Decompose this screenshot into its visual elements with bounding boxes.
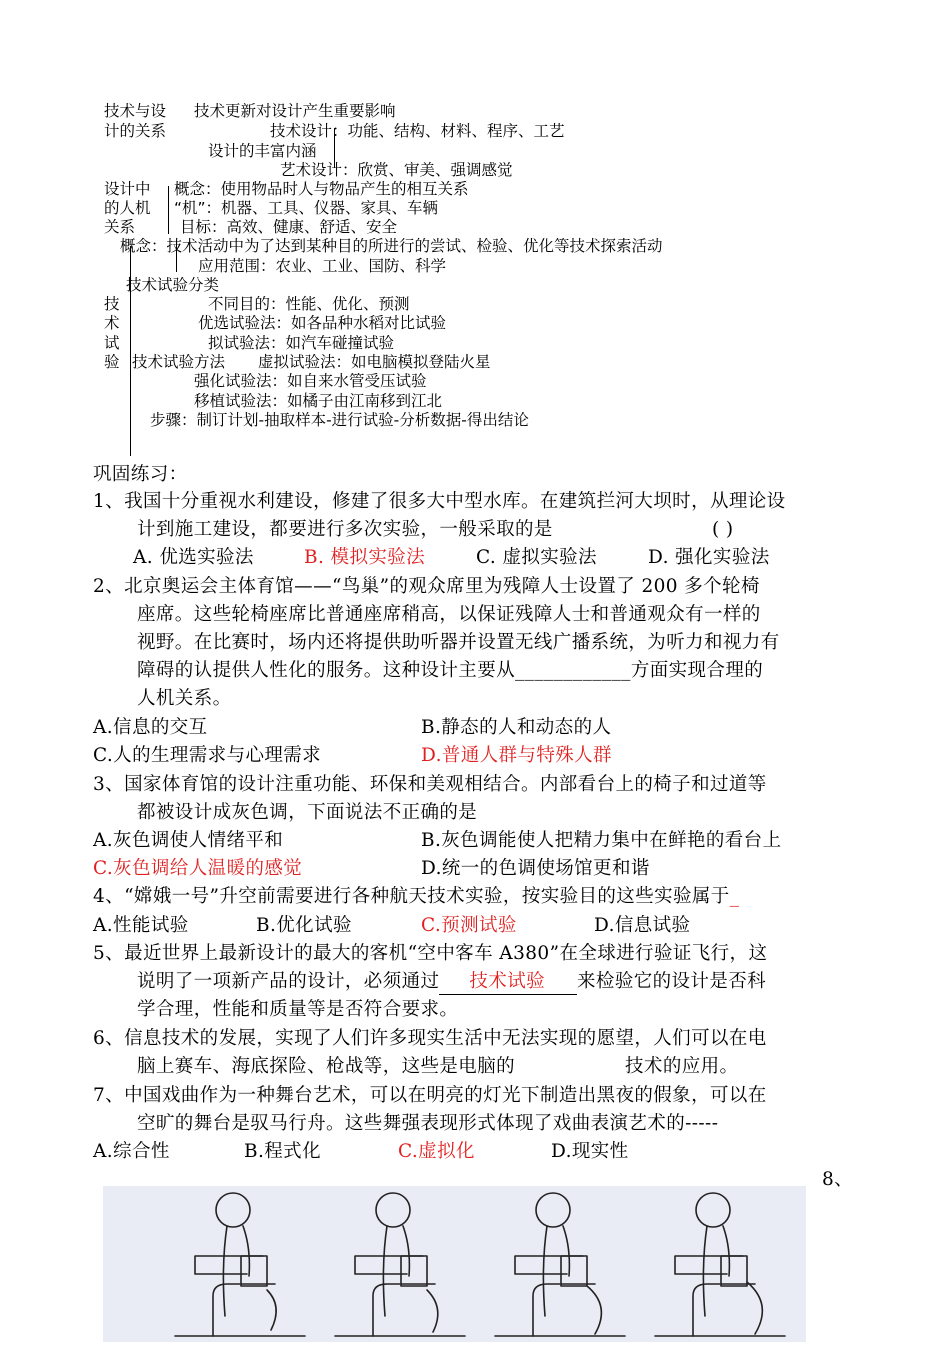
question-1-line: 计到施工建设，都要进行多次实验，一般采取的是 — [137, 519, 553, 540]
outline-label-char: 试 — [104, 334, 120, 352]
seating-posture-figure — [103, 1186, 806, 1342]
outline-item: 技术试验分类 — [126, 276, 220, 294]
question-2-line — [137, 659, 763, 683]
outline-label: 技术与设 — [104, 102, 167, 120]
outline-item: 不同目的：性能、优化、预测 — [208, 295, 410, 313]
question-4-text: 4、“嫦娥一号”升空前需要进行各种航天技术实验，按实验目的这些实验属于 — [93, 886, 730, 907]
option-b-correct: B. 模拟实验法 — [304, 547, 426, 568]
option-a: A. 优选实验法 — [133, 547, 254, 568]
question-2-line: 视野。在比赛时，场内还将提供助听器并设置无线广播系统，为听力和视力有 — [137, 632, 780, 653]
question-6-text: 技术的应用。 — [625, 1056, 739, 1077]
outline-label: 计的关系 — [104, 122, 167, 140]
option-d: D. 强化实验法 — [648, 547, 770, 568]
answer-fill: 技术试验 — [439, 970, 577, 995]
answer-blank: ----- — [685, 1113, 719, 1134]
outline-brace — [334, 128, 335, 168]
question-3-line: 都被设计成灰色调，下面说法不正确的是 — [137, 802, 478, 823]
outline-label-char: 验 — [104, 353, 120, 371]
outline-item: 艺术设计：欣赏、审美、强调感觉 — [280, 161, 513, 179]
outline-item: 优选试验法：如各品种水稻对比试验 — [198, 314, 447, 332]
question-6-line: 6、信息技术的发展，实现了人们许多现实生活中无法实现的愿望，人们可以在电 — [93, 1028, 767, 1049]
question-2-text: 障碍的认提供人性化的服务。这种设计主要从 — [137, 660, 516, 681]
outline-item: 移植试验法：如橘子由江南移到江北 — [194, 392, 443, 410]
question-7-line — [137, 1112, 718, 1136]
option-d: D.现实性 — [551, 1141, 629, 1162]
posture-illustrations — [103, 1186, 806, 1342]
option-b: B.静态的人和动态的人 — [421, 717, 612, 738]
option-b: B.优化试验 — [256, 915, 352, 936]
outline-item: 技术更新对设计产生重要影响 — [194, 102, 396, 120]
question-2-line: 座席。这些轮椅座席比普通座席稍高，以保证残障人士和普通观众有一样的 — [137, 604, 761, 625]
option-a: A.灰色调使人情绪平和 — [93, 830, 284, 851]
option-c-correct: C.灰色调给人温暖的感觉 — [93, 858, 303, 879]
question-7-line: 7、中国戏曲作为一种舞台艺术，可以在明亮的灯光下制造出黑夜的假象，可以在 — [93, 1085, 767, 1106]
question-2-line: 人机关系。 — [137, 688, 232, 709]
posture-figure-b — [335, 1193, 465, 1336]
question-8-number: 8、 — [822, 1169, 854, 1190]
option-c-correct: C.预测试验 — [421, 915, 517, 936]
answer-paren: ( ) — [712, 519, 734, 540]
question-2-line: 2、北京奥运会主体育馆——“鸟巢”的观众席里为残障人士设置了 200 多个轮椅 — [93, 576, 760, 597]
knowledge-outline — [0, 0, 950, 470]
outline-label: 关系 — [104, 218, 136, 236]
outline-item: “机”：机器、工具、仪器、家具、车辆 — [174, 199, 439, 217]
question-5-text: 说明了一项新产品的设计，必须通过 — [137, 971, 440, 992]
option-b: B.灰色调能使人把精力集中在鲜艳的看台上 — [421, 830, 782, 851]
outline-item: 应用范围：农业、工业、国防、科学 — [198, 257, 447, 275]
outline-item: 目标：高效、健康、舒适、安全 — [180, 218, 398, 236]
option-a: A.性能试验 — [93, 915, 189, 936]
outline-item: 虚拟试验法：如电脑模拟登陆火星 — [258, 353, 491, 371]
option-c-correct: C.虚拟化 — [398, 1141, 475, 1162]
outline-item: 技术试验方法 — [132, 353, 226, 371]
option-c: C.人的生理需求与心理需求 — [93, 745, 322, 766]
outline-item: 拟试验法：如汽车碰撞试验 — [208, 334, 395, 352]
question-3-line: 3、国家体育馆的设计注重功能、环保和美观相结合。内部看台上的椅子和过道等 — [93, 774, 767, 795]
outline-item: 步骤：制订计划-抽取样本-进行试验-分析数据-得出结论 — [150, 411, 529, 429]
option-d: D.信息试验 — [594, 915, 691, 936]
option-d-correct: D.普通人群与特殊人群 — [421, 745, 612, 766]
posture-figure-a — [175, 1193, 305, 1336]
option-d: D.统一的色调使场馆更和谐 — [421, 858, 650, 879]
posture-figure-c — [495, 1193, 625, 1336]
outline-item: 概念：使用物品时人与物品产生的相互关系 — [174, 180, 469, 198]
question-5-line: 5、最近世界上最新设计的最大的客机“空中客车 A380”在全球进行验证飞行，这 — [93, 943, 768, 964]
outline-label: 的人机 — [104, 199, 151, 217]
option-b: B.程式化 — [244, 1141, 321, 1162]
question-5-line — [137, 970, 766, 995]
option-c: C. 虚拟实验法 — [476, 547, 597, 568]
outline-item: 概念：技术活动中为了达到某种目的所进行的尝试、检验、优化等技术探索活动 — [120, 237, 663, 255]
answer-blank: ____________ — [515, 660, 631, 681]
question-7-text: 空旷的舞台是驭马行舟。这些舞强表现形式体现了戏曲表演艺术的 — [137, 1113, 686, 1134]
question-2-text: 方面实现合理的 — [630, 660, 764, 681]
outline-label-char: 技 — [104, 295, 120, 313]
question-6-line — [137, 1055, 738, 1079]
outline-item: 技术设计：功能、结构、材料、程序、工艺 — [270, 122, 565, 140]
outline-brace — [168, 186, 169, 234]
question-5-line: 学合理，性能和质量等是否符合要求。 — [137, 999, 459, 1020]
outline-label-char: 术 — [104, 314, 120, 332]
outline-item: 强化试验法：如自来水管受压试验 — [194, 372, 427, 390]
exercises-heading: 巩固练习： — [93, 464, 188, 485]
answer-blank: _ — [729, 886, 740, 907]
posture-figure-d — [655, 1193, 785, 1336]
question-5-text: 来检验它的设计是否科 — [577, 971, 767, 992]
outline-item: 设计的丰富内涵 — [208, 142, 317, 160]
outline-label: 设计中 — [104, 180, 151, 198]
question-1-line: 1、我国十分重视水利建设，修建了很多大中型水库。在建筑拦河大坝时，从理论设 — [93, 491, 786, 512]
option-a: A.综合性 — [93, 1141, 170, 1162]
option-a: A.信息的交互 — [93, 717, 208, 738]
question-4-line — [93, 885, 739, 909]
question-6-text: 脑上赛车、海底探险、枪战等，这些是电脑的 — [137, 1056, 516, 1077]
